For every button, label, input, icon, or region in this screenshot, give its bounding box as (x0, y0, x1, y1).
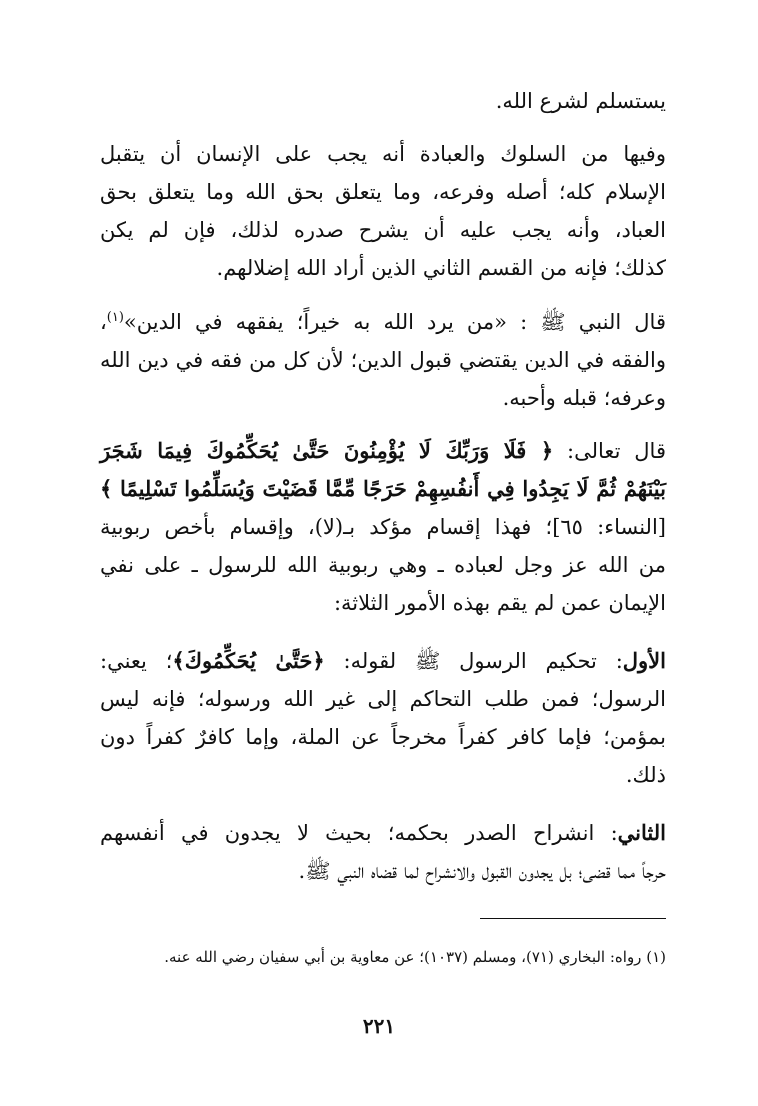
text-line: حرجاً مما قضى؛ بل يجدون القبول والانشراح لما قضاه النبي ﷺ. (298, 859, 666, 883)
paragraph-hadith (100, 303, 666, 417)
quran-verse: ﴿ فَلَا وَرَبِّكَ لَا يُؤْمِنُونَ حَتَّىٰ يُحَكِّمُوكَ فِيمَا شَجَرَ (100, 438, 554, 463)
footnote (100, 944, 666, 970)
text-line: وفيها من السلوك والعبادة أنه يجب على الإنسان أن يتقبل (100, 142, 666, 166)
hadith-text: قال النبي ﷺ : «من يرد الله به خيراً؛ يفقهه في الدين» (123, 310, 666, 334)
text-line: يستسلم لشرع الله. (495, 89, 666, 113)
text-line (100, 303, 666, 341)
point-text: : تحكيم الرسول ﷺ لقوله: (324, 649, 623, 673)
page-number: ٢٢١ (362, 1014, 396, 1038)
text-line: بمؤمن؛ فإما كافر كفراً مخرجاً عن الملة، وإما كافرٌ كفراً دون (100, 725, 666, 749)
text-line: العباد، وأنه يجب عليه أن يشرح صدره لذلك، فإن لم يكن (100, 218, 666, 242)
text-line: ذلك. (625, 763, 666, 787)
punctuation: ، (100, 310, 107, 334)
verse-intro: قال تعالى: (553, 439, 666, 463)
text-line: الرسول؛ فمن طلب التحاكم إلى غير الله ورسوله؛ فإنه ليس (100, 687, 666, 711)
quran-verse-line: بَيْنَهُمْ ثُمَّ لَا يَجِدُوا فِي أَنفُسِهِمْ حَرَجًا مِّمَّا قَضَيْتَ وَيُسَلِّمُوا تَسْلِيمًا ﴾ (100, 476, 666, 501)
point-label: الأول (622, 648, 666, 673)
text-line (100, 814, 666, 852)
paragraph-continuation (100, 82, 666, 120)
footnote-number: (١) (646, 948, 666, 966)
paragraph-second-point (100, 814, 666, 890)
point-text: : انشراح الصدر بحكمه؛ بحيث لا يجدون في أنفسهم (100, 821, 618, 845)
paragraph-first-point (100, 642, 666, 794)
paragraph-worship (100, 135, 666, 287)
footnote-separator (480, 918, 666, 919)
text-line (100, 432, 666, 470)
text-line: كذلك؛ فإنه من القسم الثاني الذين أراد الله إضلالهم. (216, 256, 666, 280)
footnote-text: رواه: البخاري (٧١)، ومسلم (١٠٣٧)؛ عن معاوية بن أبي سفيان رضي الله عنه. (164, 948, 642, 966)
text-line (100, 642, 666, 680)
text-line: [النساء: ٦٥]؛ فهذا إقسام مؤكد بـ(لا)، وإقسام بأخص ربوبية (100, 515, 666, 539)
point-text-end: ؛ يعني: (100, 649, 173, 673)
paragraph-quran-verse (100, 432, 666, 622)
quran-quote: ﴿حَتَّىٰ يُحَكِّمُوكَ﴾ (172, 648, 325, 673)
footnote-marker[interactable]: (١) (106, 310, 124, 325)
text-line: وعرفه؛ قبله وأحبه. (502, 386, 666, 410)
text-line: من الله عز وجل لعباده ـ وهي ربوبية الله للرسول ـ على نفي (100, 553, 666, 577)
text-line: الإسلام كله؛ أصله وفرعه، وما يتعلق بحق الله وما يتعلق بحق (100, 180, 666, 204)
text-line: الإيمان عمن لم يقم بهذه الأمور الثلاثة: (333, 591, 666, 615)
point-label: الثاني (617, 820, 666, 845)
text-line: والفقه في الدين يقتضي قبول الدين؛ لأن كل من فقه في دين الله (100, 348, 666, 372)
